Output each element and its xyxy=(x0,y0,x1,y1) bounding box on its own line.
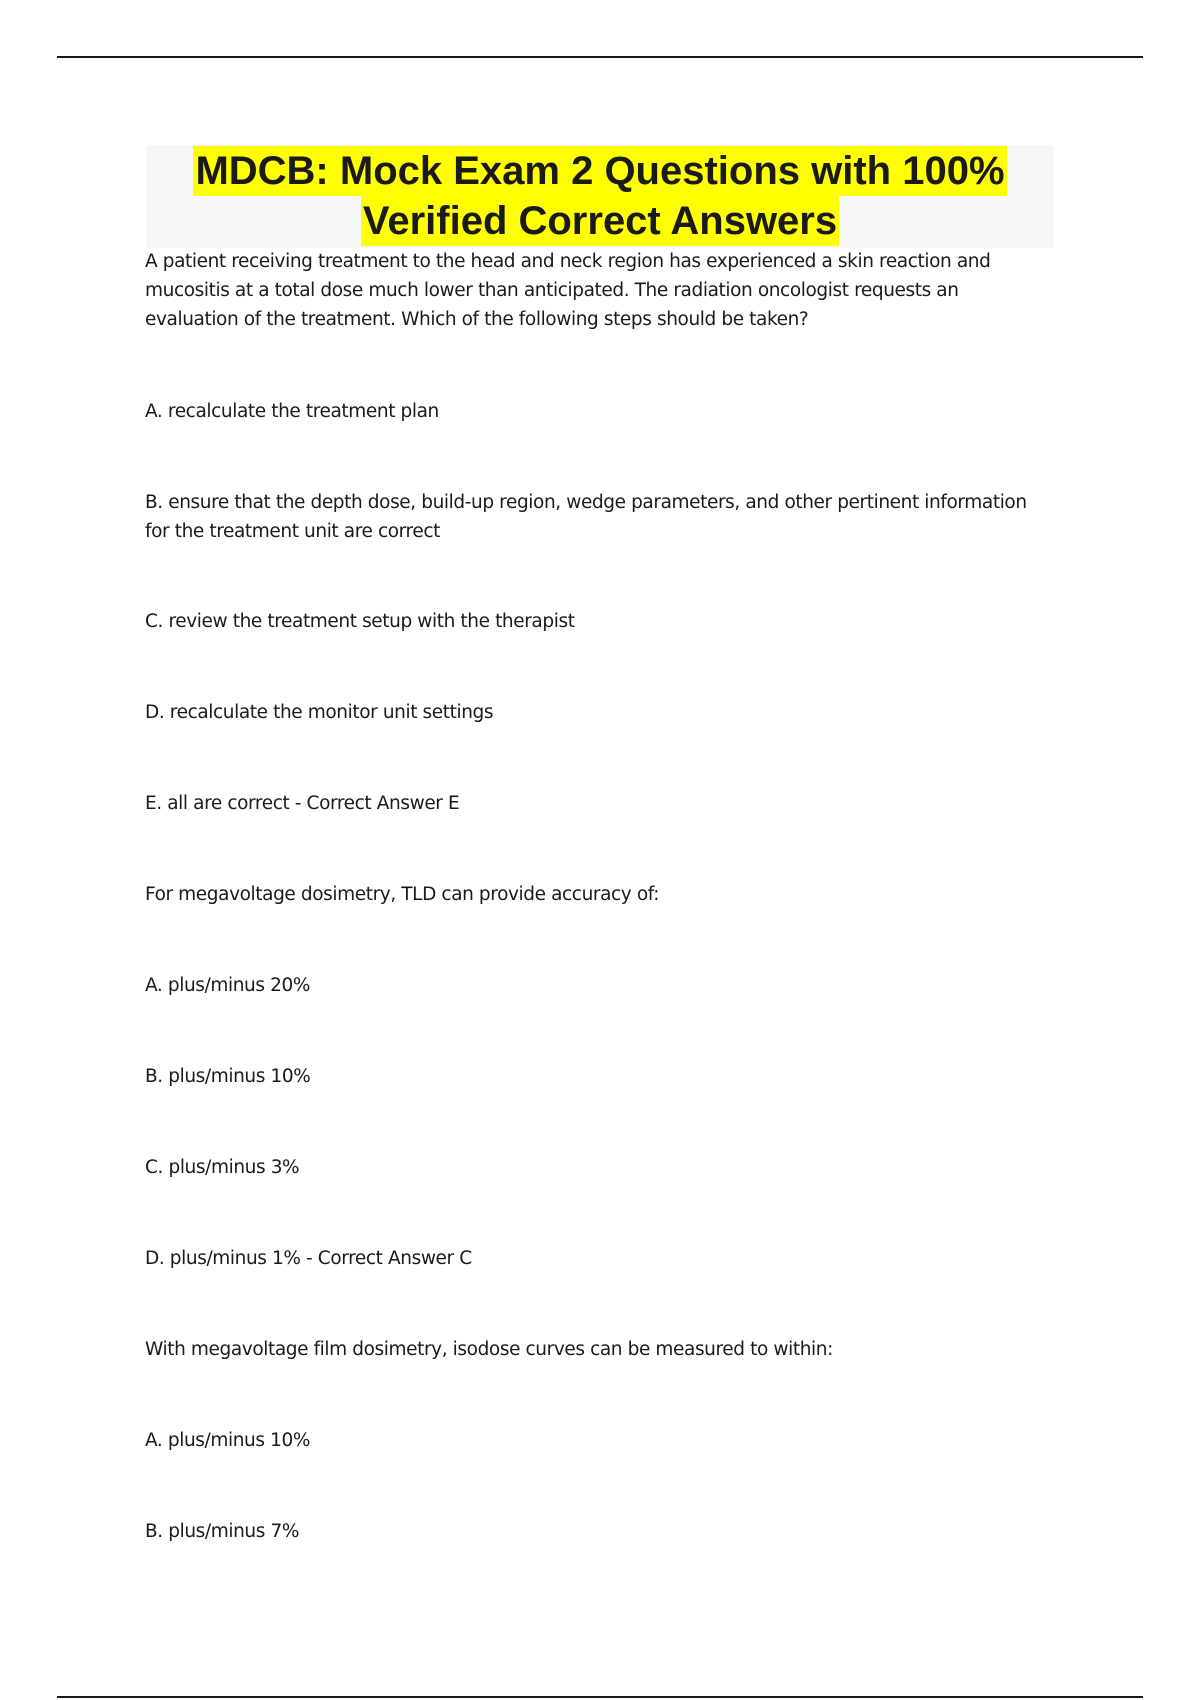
question-1-option-b: B. ensure that the depth dose, build-up region, wedge parameters, and other pertinent information for the treatment unit are correct xyxy=(145,492,1027,542)
question-2-option-a: A. plus/minus 20% xyxy=(145,975,311,996)
question-2-option-c: C. plus/minus 3% xyxy=(145,1157,300,1178)
title-line-2: Verified Correct Answers xyxy=(361,196,839,246)
question-3-option-a: A. plus/minus 10% xyxy=(145,1430,311,1451)
footer-rule xyxy=(57,1696,1143,1698)
question-2-option-b: B. plus/minus 10% xyxy=(145,1066,311,1087)
question-1-stem: A patient receiving treatment to the head and neck region has experienced a skin reaction and mucositis at a total dose much lower than anticipated. The radiation oncologist requests an evaluation of the treatment. Which of the following steps should be taken? xyxy=(145,251,991,330)
question-3-stem: With megavoltage film dosimetry, isodose curves can be measured to within: xyxy=(145,1339,833,1360)
question-2-stem: For megavoltage dosimetry, TLD can provide accuracy of: xyxy=(145,884,660,905)
question-1-option-d: D. recalculate the monitor unit settings xyxy=(145,702,494,723)
title-line-1: MDCB: Mock Exam 2 Questions with 100% xyxy=(193,146,1006,196)
question-3-option-b: B. plus/minus 7% xyxy=(145,1521,300,1542)
question-1-option-c: C. review the treatment setup with the therapist xyxy=(145,611,575,632)
question-2-option-d: D. plus/minus 1% - Correct Answer C xyxy=(145,1248,472,1269)
header-rule xyxy=(57,56,1143,58)
question-1-option-a: A. recalculate the treatment plan xyxy=(145,401,439,422)
question-1-option-e: E. all are correct - Correct Answer E xyxy=(145,793,460,814)
document-title xyxy=(146,145,1054,248)
